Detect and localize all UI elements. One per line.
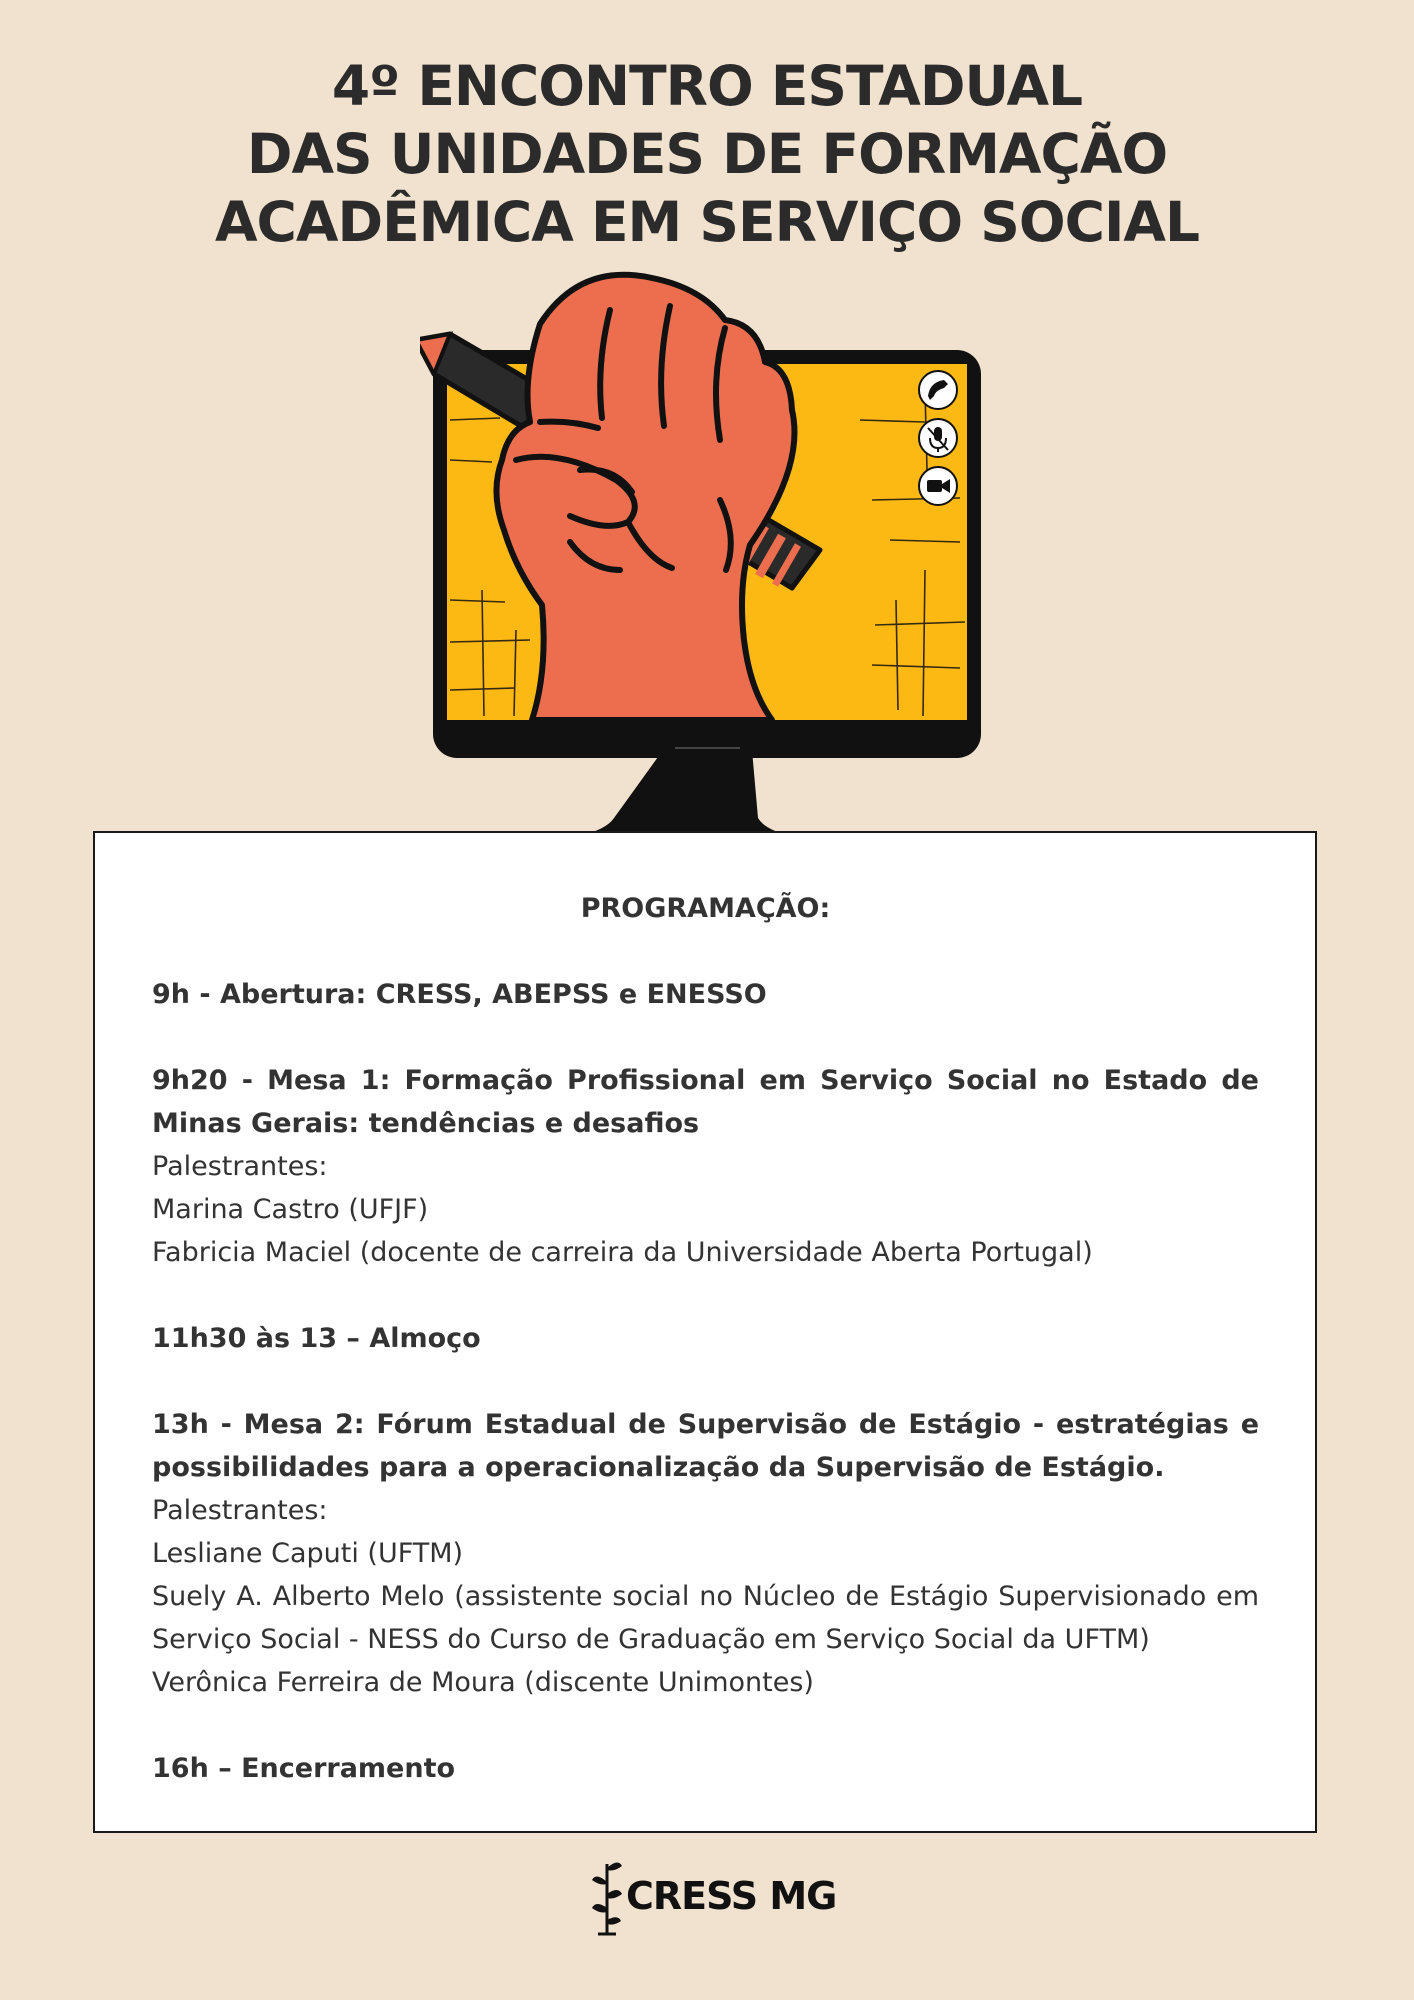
- mesa-1-speakers-label: Palestrantes:: [152, 1151, 328, 1182]
- mesa-1-title: 9h20 - Mesa 1: Formação Profissional em Serviço Social no Estado de Minas Gerais: tendências e desafios: [152, 1065, 1259, 1139]
- monitor-fist-illustration: [420, 270, 1000, 838]
- microphone-muted-icon: [919, 419, 957, 457]
- event-title: [0, 52, 1414, 256]
- mesa-2-speaker: Lesliane Caputi (UFTM): [152, 1538, 464, 1569]
- mesa-2-title: 13h - Mesa 2: Fórum Estadual de Supervisão de Estágio - estratégias e possibilidades para a operacionalização da Supervisão de Estágio.: [152, 1409, 1259, 1483]
- mesa-2-speakers-label: Palestrantes:: [152, 1495, 328, 1526]
- phone-icon: [919, 371, 957, 409]
- program-mesa-2: [152, 1403, 1259, 1704]
- program-box: [93, 831, 1317, 1833]
- sprout-icon: [590, 1856, 624, 1936]
- program-mesa-1: [152, 1059, 1259, 1274]
- program-opening: 9h - Abertura: CRESS, ABEPSS e ENESSO: [152, 979, 767, 1010]
- mesa-1-speaker: Fabricia Maciel (docente de carreira da Universidade Aberta Portugal): [152, 1237, 1093, 1268]
- program-lunch: 11h30 às 13 – Almoço: [152, 1323, 481, 1354]
- event-title-line-1: 4º ENCONTRO ESTADUAL: [331, 54, 1083, 118]
- mesa-2-speaker: Verônica Ferreira de Moura (discente Unimontes): [152, 1667, 814, 1698]
- logo-text: CRESS MG: [626, 1874, 837, 1918]
- program-heading: PROGRAMAÇÃO:: [580, 893, 831, 924]
- event-title-line-3: ACADÊMICA EM SERVIÇO SOCIAL: [214, 190, 1200, 254]
- event-title-line-2: DAS UNIDADES DE FORMAÇÃO: [246, 122, 1168, 186]
- video-camera-icon: [919, 467, 957, 505]
- monitor-stand: [578, 750, 792, 836]
- mesa-2-speaker: Suely A. Alberto Melo (assistente social no Núcleo de Estágio Supervisionado em Serviço Social - NESS do Curso de Graduação em Serviço Social da UFTM): [152, 1581, 1259, 1655]
- mesa-1-speaker: Marina Castro (UFJF): [152, 1194, 429, 1225]
- program-closing: 16h – Encerramento: [152, 1753, 456, 1784]
- cress-mg-logo: [590, 1853, 836, 1939]
